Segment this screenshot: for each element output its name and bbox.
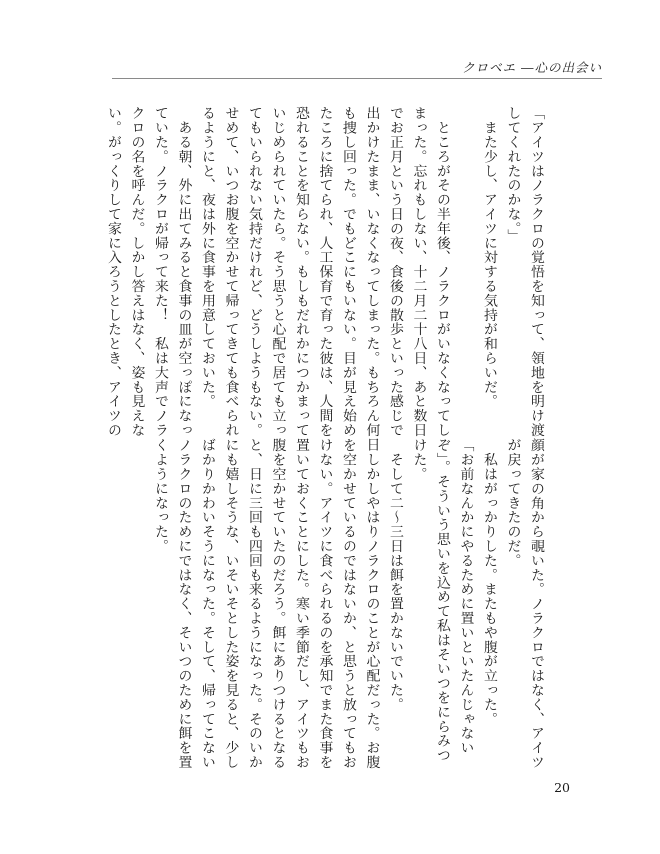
text-line: にも嬉しそうな、いそいそとした姿を見ると、少し <box>222 438 239 770</box>
text-line: 顔が家の角から覗いた。ノラクロではなく、アイツ <box>528 438 544 770</box>
text-line: せめて、いつお腹を空かせて帰ってきても食べられ <box>222 106 239 438</box>
text-line: 恐れることを知らない。もしもだれかにつかまって <box>293 106 309 438</box>
text-line: たころに捨てられ、人工保育で育った彼は、人間を <box>316 106 333 438</box>
text-line: くようになった。 <box>152 438 168 554</box>
text-line: ぞ」。そういう思いを込めて私はそいつをにらみつ <box>434 438 450 763</box>
text-line: 私はがっかりした。またもや腹が立った。 <box>481 438 497 726</box>
text-line: てもいられない気持だけれど、どうしようもない。 <box>246 106 262 438</box>
text-line: 「お前なんかにやるために置いといたんじゃない <box>457 438 474 755</box>
running-header: クロベエ ―心の出会い <box>462 60 602 75</box>
text-line: い。がっくりして家に入ろうとしたとき、アイツの <box>105 106 121 438</box>
text-line: 「アイツはノラクロの覚悟を知って、領地を明け渡 <box>528 106 544 438</box>
text-line: ていた。ノラクロが帰って来た！ 私は大声でノラ <box>152 106 168 438</box>
top-text-column <box>105 106 547 452</box>
text-line: でお正月という日の夜、食後の散歩といった感じで <box>387 106 403 438</box>
text-line: 置いておくことにした。寒い季節だし、アイツもお <box>293 438 309 770</box>
text-line: しかしやはりノラクロのことが心配だった。お腹 <box>363 438 380 770</box>
text-line: ばかりかわいそうになった。そして、帰ってこない <box>199 438 215 770</box>
bottom-text-column <box>107 438 547 778</box>
text-line: けない。アイツに食べられるのを承知でまた食事を <box>316 438 333 770</box>
text-line: クロの名を呼んだ。しかし答えはなく、姿も見えな <box>128 106 145 438</box>
text-line: も捜し回った。でもどこにもいない。目が見え始め <box>340 106 356 438</box>
page-number: 20 <box>554 780 570 795</box>
text-line: 出かけたまま、いなくなってしまった。もちろん何日 <box>363 106 380 452</box>
text-line: けた。 <box>410 438 427 482</box>
text-line: と、日に三回も四回も来るようになった。そのいか <box>246 438 262 770</box>
text-line: が戻ってきたのだ。 <box>504 438 521 568</box>
text-line: いじめられていたら。そう思うと心配で居ても立っ <box>269 106 286 438</box>
text-line: 腹を空かせていたのだろう。餌にありつけるとなる <box>269 438 286 770</box>
text-line: ところがその半年後、ノラクロがいなくなってし <box>434 106 450 438</box>
text-line: そして二〜三日は餌を置かないでいた。 <box>387 438 403 712</box>
text-line <box>453 106 477 406</box>
text-line: を空かせているのではないか、と思うと放ってもお <box>340 438 356 770</box>
text-line: また少し、アイツに対する気持が和らいだ。 <box>481 106 497 409</box>
text-line: してくれたのかな。」 <box>504 106 521 244</box>
text-line: るようにと、夜は外に食事を用意しておいた。 <box>199 106 215 409</box>
text-line: ノラクロのためにではなく、そいつのために餌を置 <box>175 438 192 770</box>
header-rule <box>112 78 602 79</box>
text-line: まった。忘れもしない、十二月二十八日、あと数日 <box>410 106 427 438</box>
text-line: ある朝、外に出てみると食事の皿が空っぽになっ <box>175 106 192 438</box>
